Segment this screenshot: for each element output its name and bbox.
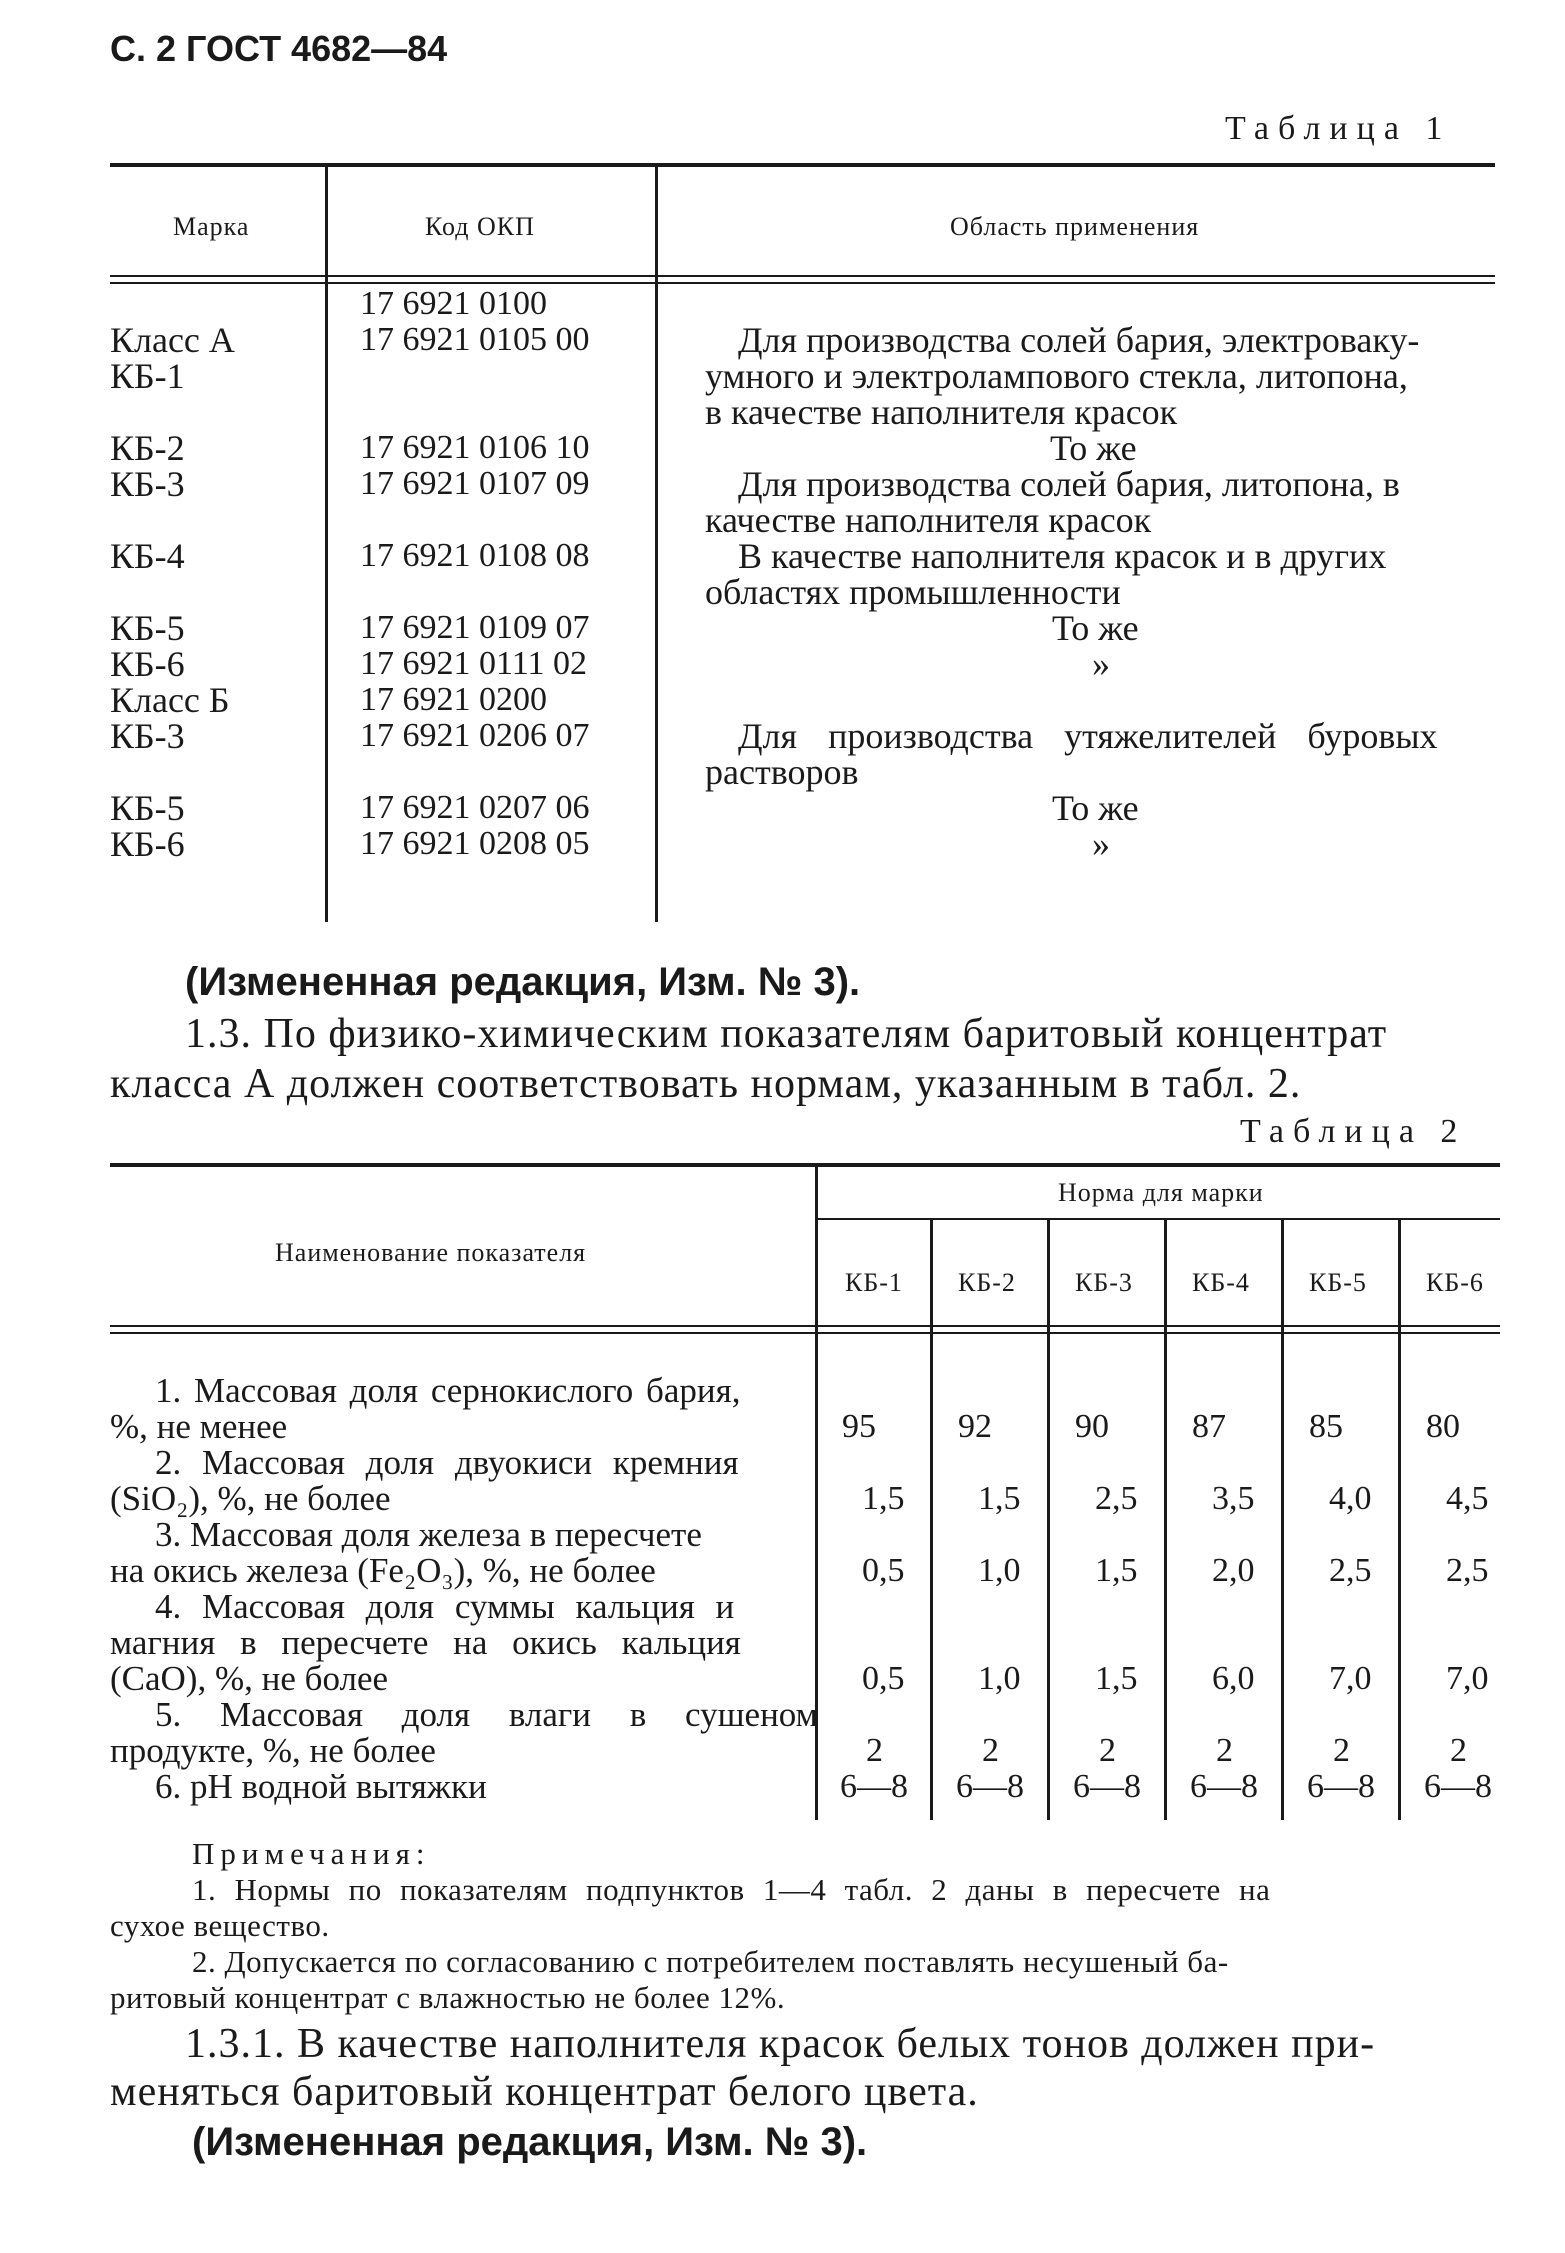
table2-value: 92 (958, 1408, 992, 1445)
table2-value: 1,5 (978, 1480, 1021, 1517)
table2-indicator-line: 4. Массовая доля суммы кальция и (155, 1587, 735, 1626)
table2-value: 2 (982, 1732, 999, 1769)
table2-value: 0,5 (862, 1660, 905, 1697)
table2-indicator-line: 1. Массовая доля сернокислого бария, (155, 1371, 741, 1410)
table2-value: 6—8 (840, 1768, 908, 1805)
table2-indicator-line: 6. pH водной вытяжки (155, 1767, 487, 1806)
table2-value: 1,5 (1095, 1552, 1138, 1589)
table2-header-rule-2 (110, 1332, 1500, 1334)
table2-value: 7,0 (1446, 1660, 1489, 1697)
table1-header-rule-2 (110, 282, 1495, 284)
table2-value: 2 (866, 1732, 883, 1769)
table2-value: 2 (1216, 1732, 1233, 1769)
table2-value: 1,5 (1095, 1660, 1138, 1697)
table2-value: 90 (1075, 1408, 1109, 1445)
table1-header-marka: Марка (173, 212, 250, 241)
table1-row-marka: КБ-3 (110, 464, 185, 504)
table1-area-line: умного и электролампового стекла, литопона, (705, 356, 1408, 396)
table1-row-marka: КБ-1 (110, 356, 185, 396)
note-line: 2. Допускается по согласованию с потребителем поставлять несушеный ба- (192, 1944, 1229, 1979)
table1-row-code: 17 6921 0106 10 (360, 429, 590, 466)
table1-row-marka: КБ-3 (110, 716, 185, 756)
table1-header-area: Область применения (950, 212, 1200, 241)
page-header: С. 2 ГОСТ 4682—84 (110, 28, 448, 69)
table2-value: 6—8 (1307, 1768, 1375, 1805)
table2-header-indicator: Наименование показателя (275, 1238, 587, 1267)
table2-col-divider (1164, 1220, 1167, 1820)
table1-row-marka: КБ-5 (110, 608, 185, 648)
table1-top-rule (110, 163, 1495, 167)
table2-indicator-line: (CaO), %, не более (110, 1659, 389, 1698)
table2-value: 2 (1099, 1732, 1116, 1769)
table1-row-marka: Класс А (110, 320, 235, 360)
table2-value: 1,0 (978, 1660, 1021, 1697)
table1-row-code: 17 6921 0206 07 (360, 717, 590, 754)
table2-value: 6—8 (1190, 1768, 1258, 1805)
table2-value: 7,0 (1329, 1660, 1372, 1697)
table2-value: 2,5 (1329, 1552, 1372, 1589)
table1-area-line: То же (1052, 608, 1139, 648)
table2-value: 87 (1192, 1408, 1226, 1445)
table1-area-line: качестве наполнителя красок (705, 500, 1152, 540)
table2-value: 4,5 (1446, 1480, 1489, 1517)
table2-indicator-line: 5. Массовая доля влаги в сушеном (155, 1695, 818, 1734)
table1-row-marka: КБ-6 (110, 644, 185, 684)
table1-row-marka: Класс Б (110, 680, 230, 720)
table1-row-code: 17 6921 0109 07 (360, 609, 590, 646)
table2-value: 2 (1333, 1732, 1350, 1769)
table1-area-line: То же (1052, 788, 1139, 828)
clause-1-3-1-line: меняться баритовый концентрат белого цвета. (110, 2069, 979, 2115)
table1-row-marka: КБ-6 (110, 824, 185, 864)
table2-indicator-line: %, не менее (110, 1407, 288, 1446)
table2-header-grade: КБ-2 (958, 1268, 1016, 1297)
table2-indicator-line: продукте, %, не более (110, 1731, 436, 1770)
table1-row-code: 17 6921 0105 00 (360, 321, 590, 358)
table1-row-marka: КБ-2 (110, 428, 185, 468)
table1-header-rule (110, 275, 1495, 277)
table2-header-group: Норма для марки (1058, 1178, 1264, 1207)
table2-indicator-line: (SiO₂), %, не более (110, 1479, 391, 1518)
table1-row-code: 17 6921 0200 (360, 681, 547, 718)
table1-row-code: 17 6921 0107 09 (360, 465, 590, 502)
table1-area-line: » (1092, 644, 1110, 684)
table2-header-rule (110, 1325, 1500, 1327)
table2-top-rule (110, 1163, 1500, 1167)
table1-col-divider-1 (325, 167, 328, 922)
table2-value: 2,5 (1446, 1552, 1489, 1589)
table1-row-code: 17 6921 0208 05 (360, 825, 590, 862)
amendment-note-2: (Измененная редакция, Изм. № 3). (192, 2120, 868, 2164)
table2-col-divider (1047, 1220, 1050, 1820)
table2-col-divider (930, 1220, 933, 1820)
table2-header-grade: КБ-5 (1309, 1268, 1367, 1297)
table2-header-grade: КБ-1 (845, 1268, 903, 1297)
table2-value: 2,0 (1212, 1552, 1255, 1589)
table2-value: 1,5 (862, 1480, 905, 1517)
table2-header-grade: КБ-3 (1075, 1268, 1133, 1297)
table1-area-line: В качестве наполнителя красок и в других (738, 536, 1387, 576)
clause-1-3-1-line: 1.3.1. В качестве наполнителя красок белых тонов должен при- (185, 2021, 1376, 2067)
table2-value: 1,0 (978, 1552, 1021, 1589)
table2-header-grade: КБ-6 (1426, 1268, 1484, 1297)
table2-value: 6—8 (956, 1768, 1024, 1805)
table1-row-code: 17 6921 0108 08 (360, 537, 590, 574)
table2-value: 2 (1450, 1732, 1467, 1769)
table2-value: 95 (842, 1408, 876, 1445)
note-line: ритовый концентрат с влажностью не более 12%. (110, 1980, 786, 2015)
table2-value: 6—8 (1424, 1768, 1492, 1805)
clause-1-3-line: 1.3. По физико-химическим показателям баритовый концентрат (185, 1011, 1388, 1057)
table1-area-line: Для производства солей бария, литопона, в (738, 464, 1400, 504)
amendment-note: (Измененная редакция, Изм. № 3). (185, 960, 861, 1004)
table2-value: 6,0 (1212, 1660, 1255, 1697)
table1-row-code: 17 6921 0207 06 (360, 789, 590, 826)
table2-header-grade: КБ-4 (1192, 1268, 1250, 1297)
table2-col-divider (1398, 1220, 1401, 1820)
table1-area-line: областях промышленности (705, 572, 1121, 612)
table2-indicator-line: 2. Массовая доля двуокиси кремния (155, 1443, 739, 1482)
table1-header-okp: Код ОКП (425, 212, 535, 241)
note-line: 1. Нормы по показателям подпунктов 1—4 табл. 2 даны в пересчете на (192, 1872, 1271, 1907)
table2-col-divider (1281, 1220, 1284, 1820)
table2-value: 3,5 (1212, 1480, 1255, 1517)
table2-value: 80 (1426, 1408, 1460, 1445)
table1-area-line: Для производства утяжелителей буровых (738, 716, 1438, 756)
table1-caption: Таблица 1 (1225, 110, 1452, 147)
table2-caption: Таблица 2 (1240, 1113, 1467, 1150)
table2-indicator-line: на окись железа (Fe₂O₃), %, не более (110, 1551, 656, 1590)
table1-area-line: в качестве наполнителя красок (705, 392, 1178, 432)
table1-row-code: 17 6921 0100 (360, 285, 547, 322)
table2-indicator-line: магния в пересчете на окись кальция (110, 1623, 741, 1662)
table1-row-marka: КБ-4 (110, 536, 185, 576)
table1-col-divider-2 (655, 167, 658, 922)
table1-area-line: растворов (705, 752, 859, 792)
table2-value: 85 (1309, 1408, 1343, 1445)
clause-1-3-line: класса А должен соответствовать нормам, указанным в табл. 2. (110, 1061, 1302, 1107)
note-line: сухое вещество. (110, 1908, 330, 1943)
table2-value: 2,5 (1095, 1480, 1138, 1517)
table1-area-line: » (1092, 824, 1110, 864)
table1-row-code: 17 6921 0111 02 (360, 645, 587, 682)
table2-value: 0,5 (862, 1552, 905, 1589)
table2-indicator-line: 3. Массовая доля железа в пересчете (155, 1515, 702, 1554)
notes-heading: Примечания: (192, 1836, 431, 1871)
table2-value: 6—8 (1073, 1768, 1141, 1805)
table1-row-marka: КБ-5 (110, 788, 185, 828)
table2-value: 4,0 (1329, 1480, 1372, 1517)
table1-area-line: Для производства солей бария, электроваку- (738, 320, 1420, 360)
table1-area-line: То же (1050, 428, 1137, 468)
